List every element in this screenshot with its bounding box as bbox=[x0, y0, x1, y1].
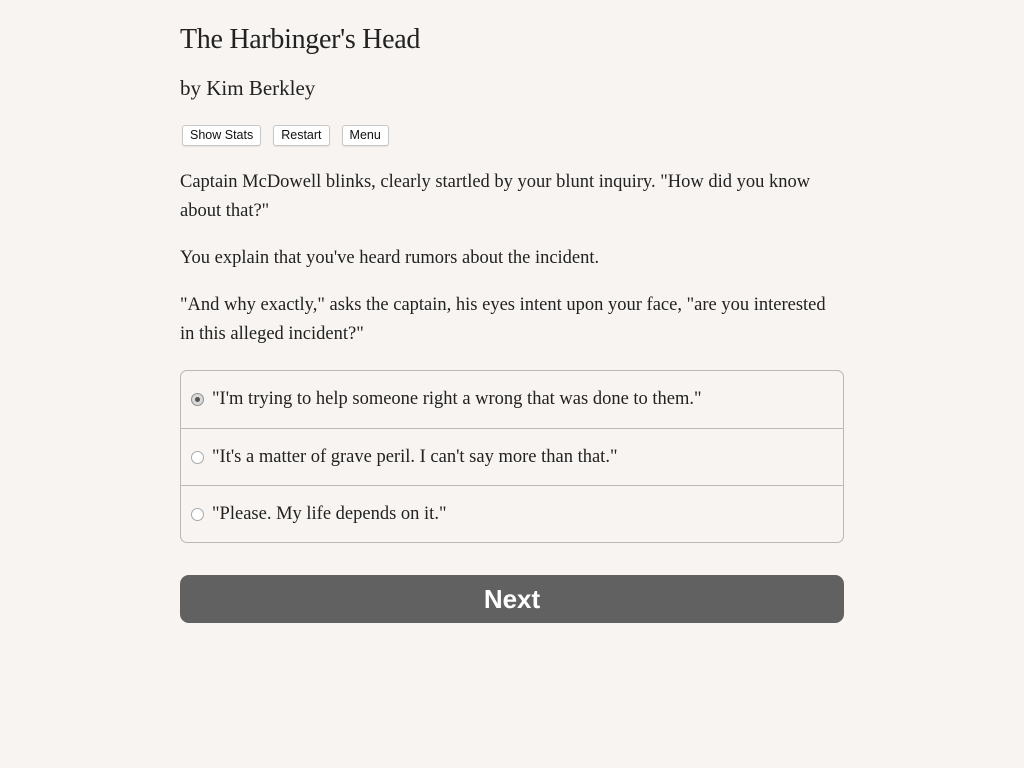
game-author: by Kim Berkley bbox=[180, 76, 316, 100]
choice-label: "I'm trying to help someone right a wrong that was done to them." bbox=[212, 389, 702, 409]
menu-button[interactable]: Menu bbox=[342, 125, 389, 146]
passage-paragraph: You explain that you've heard rumors about the incident. bbox=[180, 248, 600, 268]
game-title: The Harbinger's Head bbox=[180, 24, 421, 55]
restart-button[interactable]: Restart bbox=[273, 125, 329, 146]
next-button[interactable]: Next bbox=[180, 575, 844, 623]
radio-unselected-icon[interactable] bbox=[191, 508, 204, 521]
passage-paragraph: "And why exactly," asks the captain, his eyes intent upon your face, "are you interested in this alleged incident?" bbox=[180, 295, 826, 344]
choice-option-3[interactable] bbox=[181, 485, 843, 542]
show-stats-button[interactable]: Show Stats bbox=[182, 125, 261, 146]
radio-selected-icon[interactable] bbox=[191, 393, 204, 406]
passage-paragraph: Captain McDowell blinks, clearly startled by your blunt inquiry. "How did you know about that?" bbox=[180, 172, 811, 221]
radio-unselected-icon[interactable] bbox=[191, 451, 204, 464]
choice-option-1[interactable] bbox=[181, 371, 843, 428]
choice-list bbox=[180, 370, 844, 543]
choice-label: "It's a matter of grave peril. I can't say more than that." bbox=[212, 446, 618, 467]
toolbar bbox=[182, 125, 389, 146]
choice-label: "Please. My life depends on it." bbox=[212, 503, 447, 524]
choice-option-2[interactable] bbox=[181, 428, 843, 485]
story-passage bbox=[180, 168, 844, 367]
